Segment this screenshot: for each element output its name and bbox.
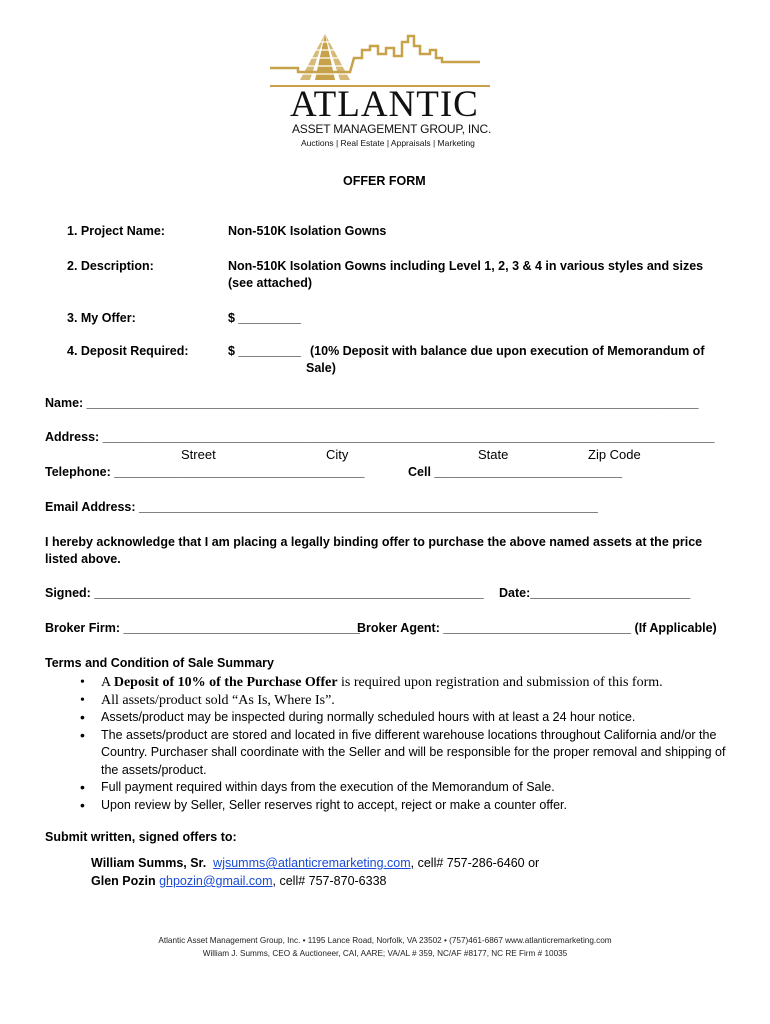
form-title: OFFER FORM [343,174,426,188]
contact2-phone: , cell# 757-870-6338 [272,874,387,888]
terms-list [80,674,730,814]
name-field[interactable]: Name: ________________________________________________________________________________________ [45,396,699,410]
deposit-required-label: 4. Deposit Required: [67,344,189,358]
terms-item-storage: • The assets/product are stored and located in five different warehouse locations throughout California and/or the Country. Purchaser shall coordinate with the Seller and will be responsible for the proper removal and shipping of the assets/product. [80,727,730,780]
footer-address: Atlantic Asset Management Group, Inc. • 1195 Lance Road, Norfolk, VA 23502 • (757)461-6867 www.atlanticremarketing.com [158,936,612,945]
terms-item-as-is: • All assets/product sold “As Is, Where Is”. [80,692,730,710]
contact2-name: Glen Pozin [91,874,156,888]
deposit-emphasis: Deposit of 10% of the Purchase Offer [113,675,338,690]
logo-subtitle: ASSET MANAGEMENT GROUP, INC. [292,122,492,136]
description-label: 2. Description: [67,259,154,273]
my-offer-label: 3. My Offer: [67,311,136,325]
project-name-label: 1. Project Name: [67,224,165,238]
project-name-value: Non-510K Isolation Gowns [228,224,387,238]
city-label: City [326,447,349,462]
logo-title: ATLANTIC [290,84,479,125]
terms-heading: Terms and Condition of Sale Summary [45,656,274,670]
deposit-required-field[interactable]: $ _________ [228,344,301,358]
terms-item-payment: • Full payment required within days from the execution of the Memorandum of Sale. [80,779,730,797]
date-field[interactable]: Date:_______________________ [499,586,691,600]
telephone-field[interactable]: Telephone: ____________________________________ [45,465,365,479]
email-address-field[interactable]: Email Address: __________________________________________________________________ [45,500,598,514]
terms-item-inspection: • Assets/product may be inspected during normally scheduled hours with at least a 24 hour notice. [80,709,730,727]
acknowledgement-text: I hereby acknowledge that I am placing a legally binding offer to purchase the above named assets at the price listed above. [45,535,703,566]
contact-glen [91,874,387,888]
terms-item-review: • Upon review by Seller, Seller reserves right to accept, reject or make a counter offer. [80,797,730,815]
cell-field[interactable]: Cell ___________________________ [408,465,623,479]
footer-credentials: William J. Summs, CEO & Auctioneer, CAI, AARE; VA/AL # 359, NC/AF #8177, NC RE Firm # 10035 [202,949,568,958]
my-offer-field[interactable]: $ _________ [228,311,301,325]
contact1-phone: , cell# 757-286-6460 or [410,856,540,870]
contact1-name: William Summs, Sr. [91,856,207,870]
address-field[interactable]: Address: ________________________________________________________________________________________ [45,430,715,444]
signed-field[interactable]: Signed: ________________________________________________________ [45,586,484,600]
broker-agent-field[interactable]: Broker Agent: ___________________________ (If Applicable) [357,621,717,635]
deposit-note: (10% Deposit with balance due upon execution of Memorandum of Sale) [306,344,705,375]
contact2-email-link[interactable]: ghpozin@gmail.com [159,874,273,888]
contact-william [91,856,539,870]
terms-item-deposit: • A Deposit of 10% of the Purchase Offer is required upon registration and submission of this form. [80,674,730,692]
broker-firm-field[interactable]: Broker Firm: __________________________________ [45,621,360,635]
state-label: State [478,447,509,462]
logo-tagline: Auctions | Real Estate | Appraisals | Marketing [301,138,475,148]
contact1-email-link[interactable]: wjsumms@atlanticremarketing.com [213,856,411,870]
submit-heading: Submit written, signed offers to: [45,830,237,844]
street-label: Street [181,447,216,462]
zip-code-label: Zip Code [588,447,641,462]
description-value: Non-510K Isolation Gowns including Level 1, 2, 3 & 4 in various styles and sizes (see attached) [228,259,704,290]
